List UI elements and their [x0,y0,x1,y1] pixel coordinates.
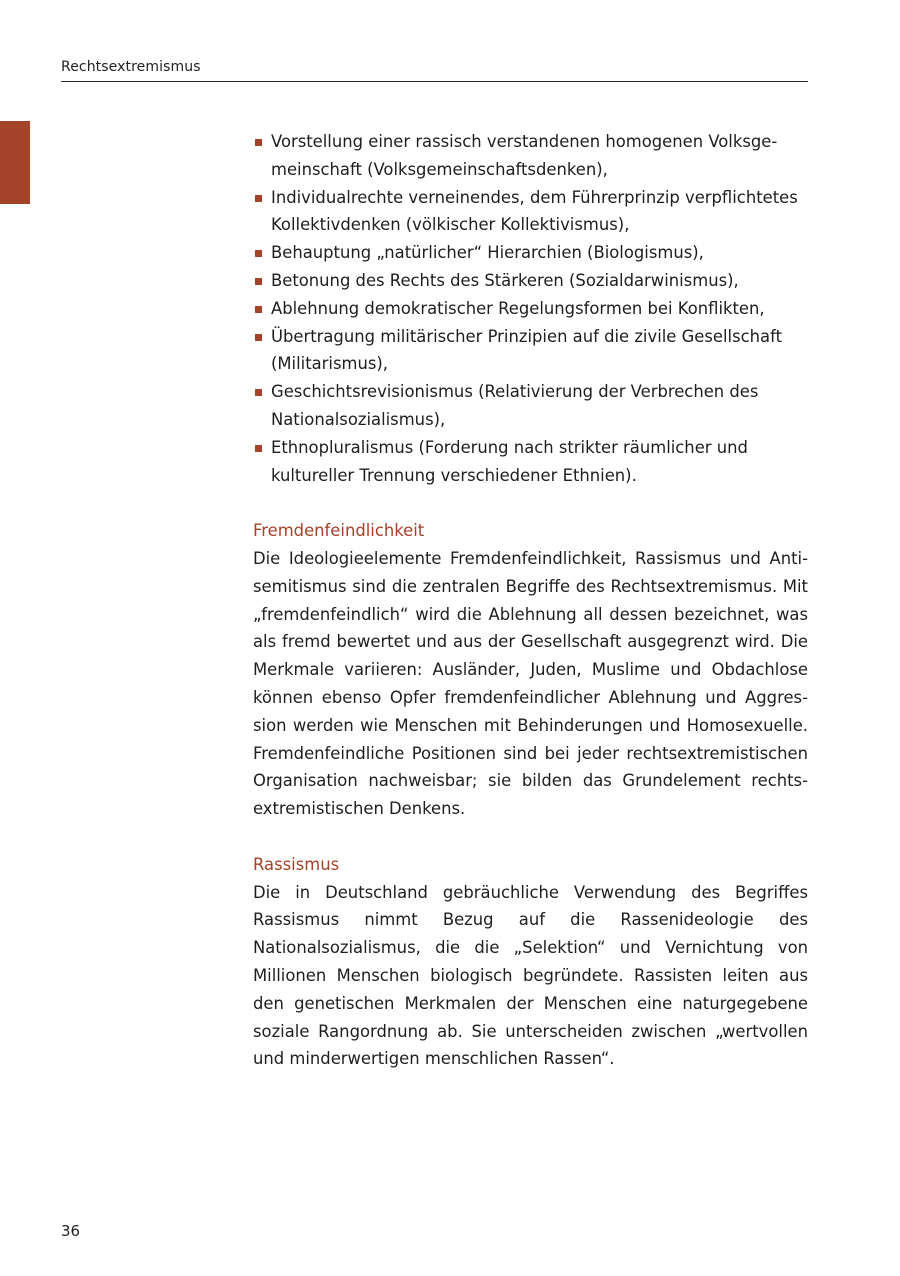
list-item [253,267,808,295]
square-bullet-icon [255,306,262,313]
section-heading: Fremdenfeindlichkeit [253,521,425,541]
page-content [253,128,808,1073]
list-item-text: Vorstellung einer rassisch verstandenen homogenen Volksgemeinschaft (Volksgemeinschaftsdenken), [271,132,778,179]
list-item [253,323,808,379]
square-bullet-icon [255,139,262,146]
list-item-text: Individualrechte verneinendes, dem Führerprinzip verpflichtetes Kollektivdenken (völkischer Kollektivismus), [271,187,798,235]
list-item [253,128,808,184]
list-item [253,295,808,323]
list-item-text: Behauptung „natürlicher“ Hierarchien (Biologismus), [271,243,704,263]
list-item [253,239,808,267]
square-bullet-icon [255,250,262,257]
list-item [253,378,808,434]
square-bullet-icon [255,334,262,341]
section-paragraph: Die in Deutschland gebräuchliche Verwendung des Begriffes Rassismus nimmt Bezug auf die Rassenideologie des Nationalsozialismus, die die „Selektion“ und Vernichtung von Millionen Menschen biologisch begründete. Rassisten leiten aus den genetischen Merkmalen der Menschen eine naturgegebene soziale Rangordnung ab. Sie unterscheiden zwischen „wertvollen und minderwertigen menschlichen Rassen“. [253,882,808,1069]
square-bullet-icon [255,389,262,396]
header-rule [61,81,808,82]
list-item [253,434,808,490]
running-header: Rechtsextremismus [61,59,201,75]
section-fremdenfeindlichkeit [253,517,808,823]
section-rassismus [253,851,808,1073]
page-number: 36 [61,1222,81,1240]
ideology-elements-list [253,128,808,489]
section-heading: Rassismus [253,854,340,874]
list-item-text: Geschichtsrevisionismus (Relativierung der Verbrechen des Nationalsozialismus), [271,382,759,429]
list-item-text: Ablehnung demokratischer Regelungsformen bei Konflikten, [271,298,765,318]
section-paragraph: Die Ideologieelemente Fremdenfeindlichkeit, Rassismus und Antisemitismus sind die zentralen Begriffe des Rechtsextremismus. Mit „fremdenfeindlich“ wird die Ablehnung all dessen bezeichnet, was als fremd bewertet und aus der Gesellschaft ausgegrenzt wird. Die Merkmale variieren: Ausländer, Juden, Muslime und Obdachlose können ebenso Opfer fremdenfeindlicher Ablehnung und Aggression werden wie Menschen mit Behinderungen und Homosexuelle. Fremdenfeindliche Positionen sind bei jeder rechtsextremistischen Organisation nachweisbar; sie bilden das Grundelement rechtsextremistischen Denkens. [253,548,808,819]
list-item [253,184,808,240]
square-bullet-icon [255,278,262,285]
square-bullet-icon [255,445,262,452]
list-item-text: Übertragung militärischer Prinzipien auf die zivile Gesellschaft (Militarismus), [271,326,782,374]
list-item-text: Betonung des Rechts des Stärkeren (Sozialdarwinismus), [271,270,739,290]
list-item-text: Ethnopluralismus (Forderung nach strikter räumlicher und kultureller Trennung verschiedener Ethnien). [271,437,748,485]
chapter-tab-marker [0,121,30,204]
square-bullet-icon [255,195,262,202]
